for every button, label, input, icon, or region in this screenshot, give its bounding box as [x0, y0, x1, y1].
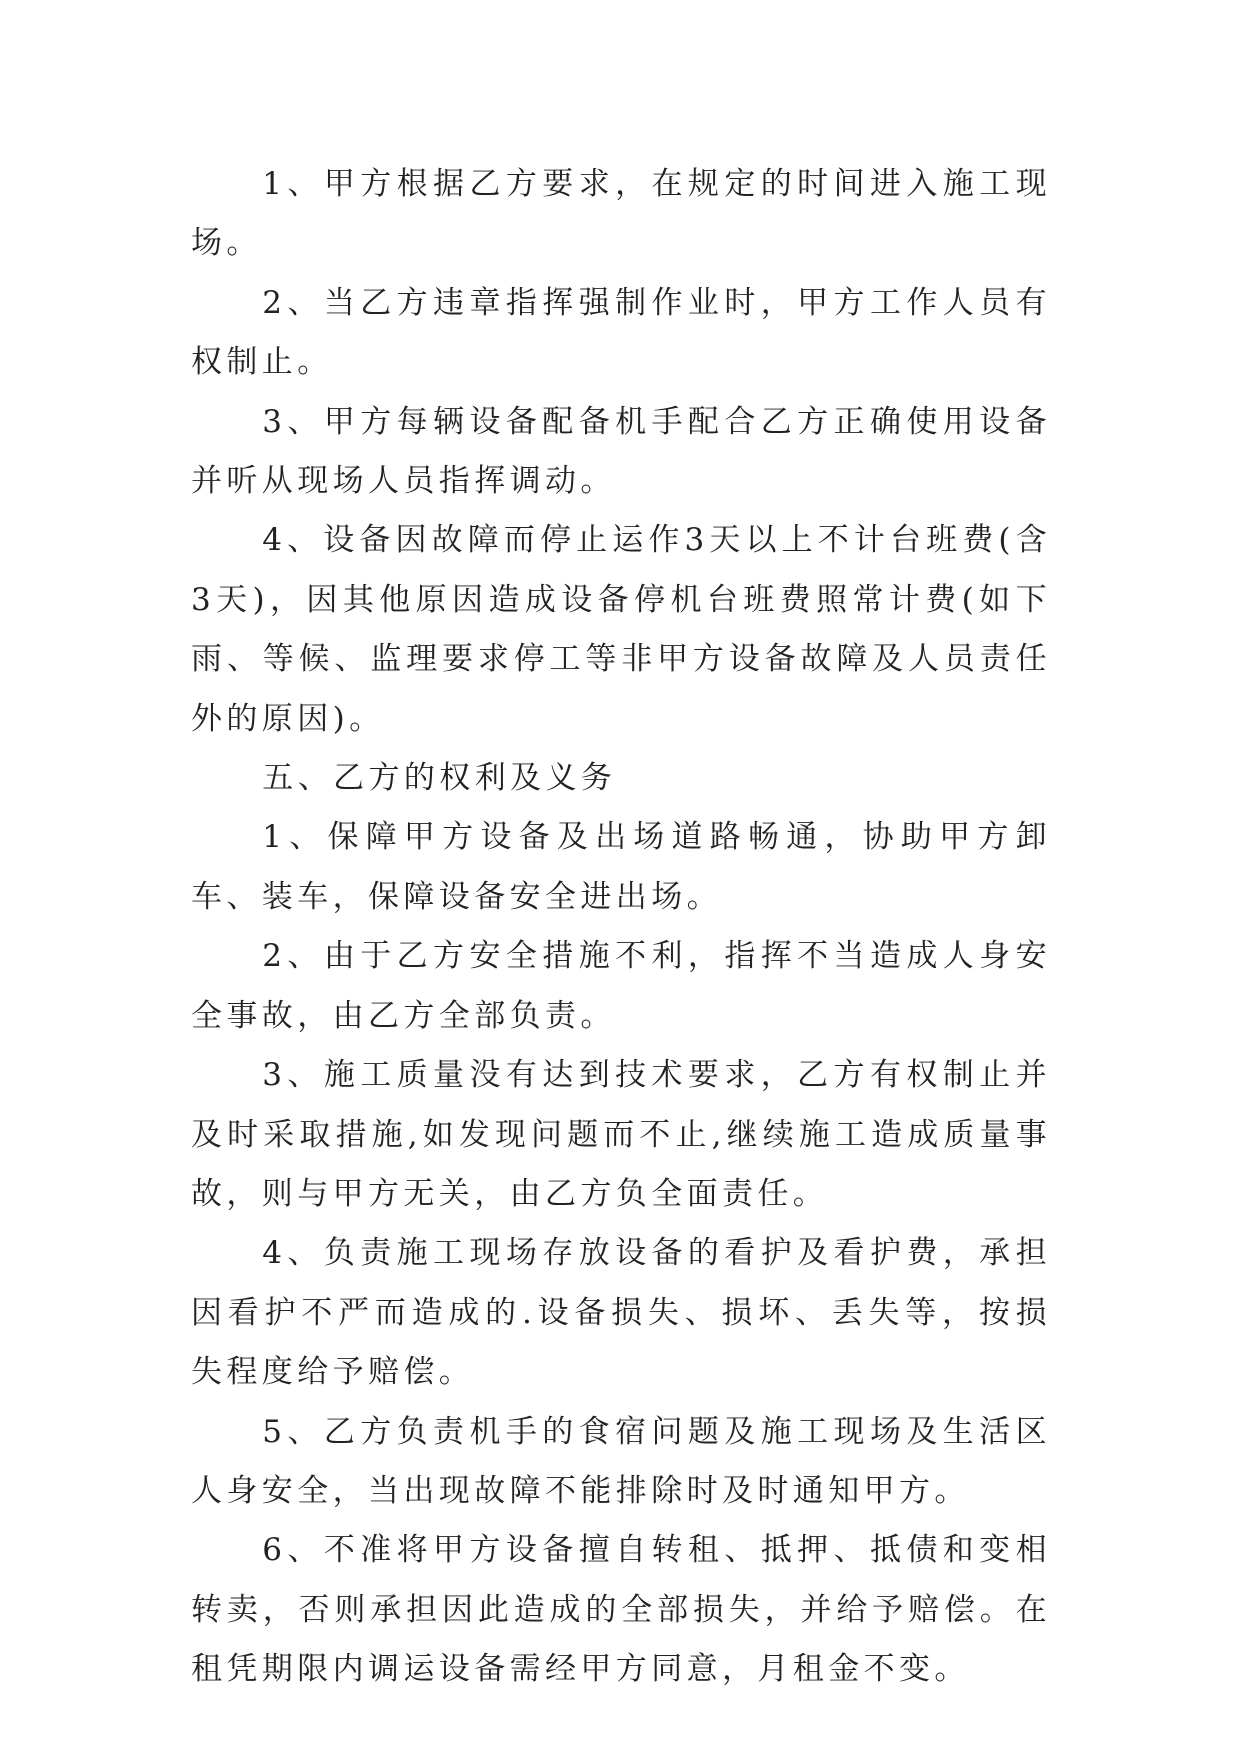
paragraph-3: 3、甲方每辆设备配备机手配合乙方正确使用设备并听从现场人员指挥调动。	[191, 403, 1051, 500]
section-heading: 五、乙方的权利及义务	[262, 760, 617, 797]
paragraph-1: 1、甲方根据乙方要求，在规定的时间进入施工现场。	[191, 166, 1051, 262]
paragraph-5: 1、保障甲方设备及出场道路畅通，协助甲方卸车、装车，保障设备安全进出场。	[191, 819, 1051, 915]
paragraph-6: 2、由于乙方安全措施不利，指挥不当造成人身安全事故，由乙方全部负责。	[191, 938, 1051, 1034]
paragraph-8: 4、负责施工现场存放设备的看护及看护费，承担因看护不严而造成的.设备损失、损坏、丢失等，按损失程度给予赔偿。	[191, 1235, 1051, 1391]
paragraph-10: 6、不准将甲方设备擅自转租、抵押、抵债和变相转卖，否则承担因此造成的全部损失，并给予赔偿。在租凭期限内调运设备需经甲方同意，月租金不变。	[191, 1532, 1051, 1688]
paragraph-9: 5、乙方负责机手的食宿问题及施工现场及生活区人身安全，当出现故障不能排除时及时通知甲方。	[191, 1413, 1051, 1509]
paragraph-2: 2、当乙方违章指挥强制作业时，甲方工作人员有权制止。	[191, 284, 1051, 381]
paragraph-7: 3、施工质量没有达到技术要求，乙方有权制止并及时采取措施,如发现问题而不止,继续施工造成质量事故，则与甲方无关，由乙方负全面责任。	[191, 1057, 1051, 1212]
document-body	[191, 155, 1051, 1700]
paragraph-4: 4、设备因故障而停止运作3天以上不计台班费(含3天)，因其他原因造成设备停机台班费照常计费(如下雨、等候、监理要求停工等非甲方设备故障及人员责任外的原因)。	[191, 522, 1051, 737]
